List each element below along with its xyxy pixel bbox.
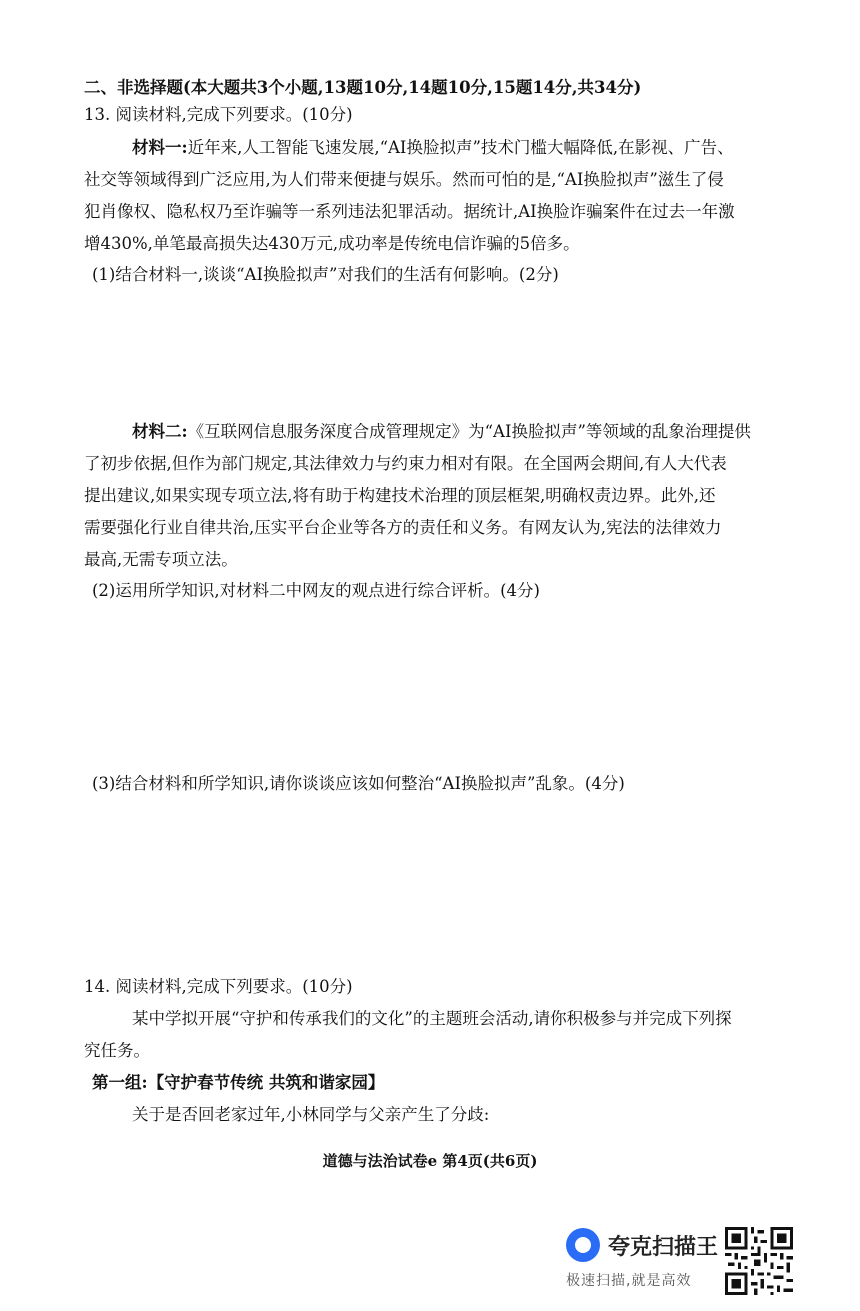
- material1-label: 材料一:: [132, 138, 188, 157]
- brand-name: 夸克扫描王: [608, 1235, 719, 1260]
- q13-material2-line1: [132, 421, 751, 443]
- q13-sub3: (3)结合材料和所学知识,请你谈谈应该如何整治“AI换脸拟声”乱象。(4分): [92, 774, 625, 793]
- q13-material1-line1: [132, 137, 734, 159]
- q13-material2-line3: 提出建议,如果实现专项立法,将有助于构建技术治理的顶层框架,明确权责边界。此外,还: [84, 486, 716, 505]
- q13-sub2: (2)运用所学知识,对材料二中网友的观点进行综合评析。(4分): [92, 581, 540, 600]
- q14-intro-line2: 究任务。: [84, 1041, 150, 1060]
- q14-group1-heading: 第一组:【守护春节传统 共筑和谐家园】: [92, 1073, 385, 1092]
- q13-material2-line4: 需要强化行业自律共治,压实平台企业等各方的责任和义务。有网友认为,宪法的法律效力: [84, 518, 722, 537]
- material2-text-1: 《互联网信息服务深度合成管理规定》为“AI换脸拟声”等领域的乱象治理提供: [187, 422, 751, 441]
- q14-stem: 14. 阅读材料,完成下列要求。(10分): [84, 977, 353, 996]
- q13-material2-line5: 最高,无需专项立法。: [84, 550, 238, 569]
- q13-material1-line4: 增430%,单笔最高损失达430万元,成功率是传统电信诈骗的5倍多。: [84, 234, 580, 253]
- section-header: 二、非选择题(本大题共3个小题,13题10分,14题10分,15题14分,共34分): [84, 78, 642, 97]
- brand-slogan: 极速扫描,就是高效: [566, 1273, 692, 1289]
- q13-material1-line3: 犯肖像权、隐私权乃至诈骗等一系列违法犯罪活动。据统计,AI换脸诈骗案件在过去一年激: [84, 202, 735, 221]
- q14-group1-text: 关于是否回老家过年,小林同学与父亲产生了分歧:: [132, 1105, 490, 1124]
- q13-material2-line2: 了初步依据,但作为部门规定,其法律效力与约束力相对有限。在全国两会期间,有人大代表: [84, 454, 727, 473]
- material1-text-1: 近年来,人工智能飞速发展,“AI换脸拟声”技术门槛大幅降低,在影视、广告、: [187, 138, 734, 157]
- q14-intro-line1: 某中学拟开展“守护和传承我们的文化”的主题班会活动,请你积极参与并完成下列探: [132, 1009, 732, 1028]
- material2-label: 材料二:: [132, 422, 188, 441]
- q13-material1-line2: 社交等领域得到广泛应用,为人们带来便捷与娱乐。然而可怕的是,“AI换脸拟声”滋生了侵: [84, 170, 724, 189]
- qr-code-icon: [725, 1227, 793, 1295]
- q13-sub1: (1)结合材料一,谈谈“AI换脸拟声”对我们的生活有何影响。(2分): [92, 265, 559, 284]
- scanner-watermark: [566, 1228, 860, 1298]
- page-footer: 道德与法治试卷e 第4页(共6页): [322, 1152, 538, 1170]
- quark-logo-icon: [566, 1228, 600, 1262]
- q13-stem: 13. 阅读材料,完成下列要求。(10分): [84, 105, 353, 124]
